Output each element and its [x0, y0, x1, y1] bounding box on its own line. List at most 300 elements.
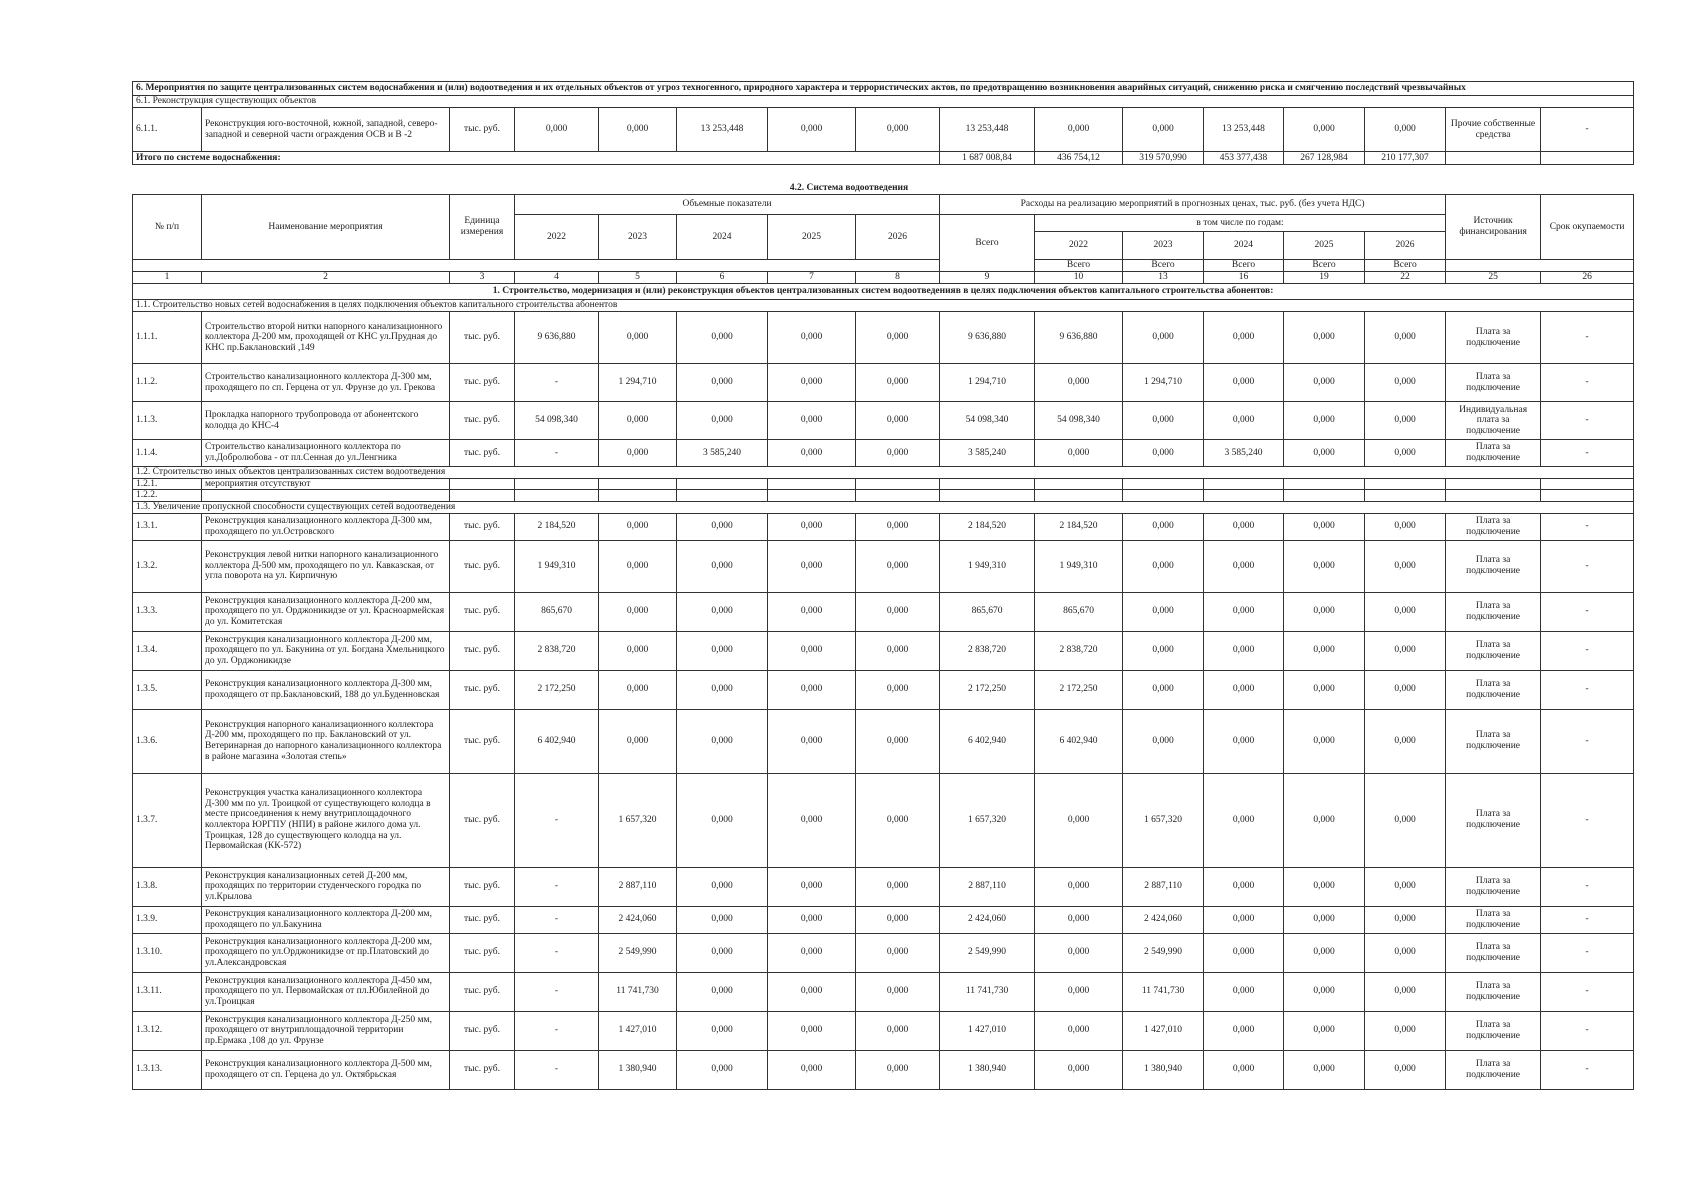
- cost-value: 3 585,240: [940, 440, 1035, 467]
- row-term: -: [1541, 867, 1634, 906]
- cost-value: 0,000: [1365, 513, 1446, 540]
- volume-value: 0,000: [856, 540, 940, 592]
- vol-2022: 0,000: [515, 108, 599, 152]
- table-row: [133, 490, 1634, 502]
- cost-value: 0,000: [1204, 933, 1284, 972]
- row-source: Плата за подключение: [1446, 773, 1541, 867]
- column-number: 25: [1446, 272, 1541, 284]
- volume-value: 0,000: [856, 631, 940, 670]
- volume-value: 0,000: [677, 312, 768, 364]
- row-number: 1.2.1.: [133, 478, 202, 490]
- column-number: 19: [1284, 272, 1365, 284]
- header-name: Наименование мероприятия: [202, 195, 450, 260]
- table-row: [133, 867, 1634, 906]
- volume-value: 0,000: [856, 1011, 940, 1050]
- row-number: 1.3.2.: [133, 540, 202, 592]
- volume-value: 1 380,940: [599, 1050, 677, 1089]
- row-number: 1.2.2.: [133, 490, 202, 502]
- cost-value: 1 427,010: [1123, 1011, 1204, 1050]
- row-unit: тыс. руб.: [450, 540, 515, 592]
- cost-total: 13 253,448: [940, 108, 1035, 152]
- column-number: 13: [1123, 272, 1204, 284]
- row-unit: тыс. руб.: [450, 402, 515, 440]
- subsection-1-1: 1.1. Строительство новых сетей водоснабжения в целях подключения объектов капитального строительства абонентов: [133, 300, 1634, 312]
- row-term: -: [1541, 709, 1634, 773]
- volume-value: 0,000: [677, 906, 768, 933]
- row-term: -: [1541, 540, 1634, 592]
- cost-value: 0,000: [1204, 906, 1284, 933]
- cost-value: 0,000: [1284, 312, 1365, 364]
- cost-value: 0,000: [1204, 631, 1284, 670]
- volume-value: -: [515, 1011, 599, 1050]
- cost-value: 0,000: [1035, 906, 1123, 933]
- cost-value: 1 657,320: [940, 773, 1035, 867]
- cost-value: 0,000: [1204, 540, 1284, 592]
- empty-cell: [677, 478, 768, 490]
- cost-value: 865,670: [1035, 592, 1123, 631]
- table-row: [133, 312, 1634, 364]
- cost-value: 54 098,340: [940, 402, 1035, 440]
- cost-value: 0,000: [1204, 1011, 1284, 1050]
- cost-value: 0,000: [1365, 592, 1446, 631]
- cost-value: 0,000: [1204, 670, 1284, 709]
- column-number: 10: [1035, 272, 1123, 284]
- row-name: Реконструкция канализационного коллектора Д-200 мм, проходящего по ул.Орджоникидзе от пр.Платовский до ул.Александровская: [202, 933, 450, 972]
- cost-value: 0,000: [1365, 631, 1446, 670]
- column-number: 2: [202, 272, 450, 284]
- row-number: 1.3.1.: [133, 513, 202, 540]
- cost-value: 2 424,060: [940, 906, 1035, 933]
- row-source: Плата за подключение: [1446, 592, 1541, 631]
- cost-value: 0,000: [1123, 440, 1204, 467]
- cost-value: 2 172,250: [1035, 670, 1123, 709]
- volume-value: 0,000: [856, 933, 940, 972]
- row-source: Плата за подключение: [1446, 312, 1541, 364]
- cost-value: 0,000: [1284, 670, 1365, 709]
- cost-value: 0,000: [1035, 867, 1123, 906]
- cost-value: 0,000: [1365, 670, 1446, 709]
- row-term: -: [1541, 513, 1634, 540]
- row-number: 1.3.12.: [133, 1011, 202, 1050]
- header-vol-2025: 2025: [768, 215, 856, 260]
- header-cost-2022: 2022: [1035, 232, 1123, 260]
- empty-cell: [1541, 478, 1634, 490]
- row-name: Реконструкция левой нитки напорного канализационного коллектора Д-500 мм, проходящего по ул. Кавказская, от угла поворота на ул. Кирпичную: [202, 540, 450, 592]
- row-source: Плата за подключение: [1446, 440, 1541, 467]
- cost-2024: 13 253,448: [1204, 108, 1284, 152]
- total-2024: 453 377,438: [1204, 152, 1284, 165]
- empty-cell: [1035, 478, 1123, 490]
- cost-value: 0,000: [1284, 709, 1365, 773]
- empty-cell: [940, 490, 1035, 502]
- row-source: Плата за подключение: [1446, 670, 1541, 709]
- volume-value: 0,000: [677, 867, 768, 906]
- volume-value: 0,000: [677, 709, 768, 773]
- vol-2024: 13 253,448: [677, 108, 768, 152]
- header-cost-2024: 2024: [1204, 232, 1284, 260]
- cost-value: 0,000: [1035, 440, 1123, 467]
- row-name: мероприятия отсутствуют: [202, 478, 450, 490]
- volume-value: 0,000: [856, 709, 940, 773]
- row-name: Реконструкция юго-восточной, южной, западной, северо-западной и северной части ограждения ОСВ и В -2: [202, 108, 450, 152]
- table-row: [133, 773, 1634, 867]
- row-number: 1.1.2.: [133, 364, 202, 402]
- column-number: 26: [1541, 272, 1634, 284]
- table-row: [133, 540, 1634, 592]
- row-term: -: [1541, 592, 1634, 631]
- row-term: -: [1541, 972, 1634, 1011]
- cost-2022: 0,000: [1035, 108, 1123, 152]
- row-name: Реконструкция участка канализационного коллектора Д-300 мм по ул. Троицкой от существующего колодца в месте присоединения к нему внутриплощадочного коллектора ЮРГПУ (НПИ) в районе жилого дома ул. Троицкая, 128 до существующего колодца на ул. Первомайская (КК-572): [202, 773, 450, 867]
- cost-value: 0,000: [1204, 1050, 1284, 1089]
- cost-value: 0,000: [1123, 402, 1204, 440]
- empty-cell: [1446, 478, 1541, 490]
- row-source: Плата за подключение: [1446, 1050, 1541, 1089]
- row-name: Реконструкция канализационного коллектора Д-200 мм, проходящего по ул.Бакунина: [202, 906, 450, 933]
- subsection-1-2: 1.2. Строительство иных объектов централизованных систем водоотведения: [133, 467, 1634, 479]
- volume-value: 0,000: [856, 513, 940, 540]
- cost-value: 0,000: [1284, 867, 1365, 906]
- cost-value: 0,000: [1284, 364, 1365, 402]
- volume-value: 865,670: [515, 592, 599, 631]
- row-number: 1.3.5.: [133, 670, 202, 709]
- column-number: 7: [768, 272, 856, 284]
- cost-value: 2 887,110: [940, 867, 1035, 906]
- volume-value: 0,000: [856, 867, 940, 906]
- table-row: [133, 972, 1634, 1011]
- cost-value: 0,000: [1365, 933, 1446, 972]
- column-number: 16: [1204, 272, 1284, 284]
- table-row: [133, 933, 1634, 972]
- volume-value: -: [515, 773, 599, 867]
- volume-value: 1 294,710: [599, 364, 677, 402]
- table-row: [133, 440, 1634, 467]
- header-spacer: [133, 260, 940, 272]
- cost-value: 0,000: [1123, 540, 1204, 592]
- cost-value: 0,000: [1284, 592, 1365, 631]
- volume-value: 0,000: [856, 670, 940, 709]
- row-name: [202, 490, 450, 502]
- volume-value: 6 402,940: [515, 709, 599, 773]
- total-2026: 210 177,307: [1365, 152, 1446, 165]
- column-number: 22: [1365, 272, 1446, 284]
- volume-value: 0,000: [768, 867, 856, 906]
- header-vsego: Всего: [1035, 260, 1123, 272]
- empty-cell: [1365, 478, 1446, 490]
- section-subtitle: 4.2. Система водоотведения: [789, 183, 909, 193]
- row-name: Строительство второй нитки напорного канализационного коллектора Д-200 мм, проходящей от КНС ул.Прудная до КНС пр.Баклановский ,149: [202, 312, 450, 364]
- cost-value: 0,000: [1365, 906, 1446, 933]
- row-term: -: [1541, 906, 1634, 933]
- empty-cell: [677, 490, 768, 502]
- column-number: 9: [940, 272, 1035, 284]
- row-unit: тыс. руб.: [450, 513, 515, 540]
- volume-value: 0,000: [599, 440, 677, 467]
- empty-cell: [1123, 490, 1204, 502]
- row-number: 6.1.1.: [133, 108, 202, 152]
- empty-cell: [856, 490, 940, 502]
- volume-value: 0,000: [856, 1050, 940, 1089]
- header-volume: Объемные показатели: [515, 195, 940, 215]
- cost-value: 1 380,940: [1123, 1050, 1204, 1089]
- row-unit: тыс. руб.: [450, 631, 515, 670]
- volume-value: 0,000: [768, 513, 856, 540]
- cost-value: 11 741,730: [940, 972, 1035, 1011]
- cost-value: 0,000: [1284, 1011, 1365, 1050]
- column-number: 5: [599, 272, 677, 284]
- volume-value: 0,000: [677, 364, 768, 402]
- cost-value: 0,000: [1204, 972, 1284, 1011]
- volume-value: 0,000: [768, 972, 856, 1011]
- volume-value: 0,000: [599, 402, 677, 440]
- volume-value: 0,000: [856, 312, 940, 364]
- cost-value: 0,000: [1204, 773, 1284, 867]
- row-term: -: [1541, 670, 1634, 709]
- volume-value: 0,000: [856, 972, 940, 1011]
- volume-value: 0,000: [599, 312, 677, 364]
- header-spacer: [1446, 260, 1634, 272]
- volume-value: 0,000: [768, 1011, 856, 1050]
- header-vsego: Всего: [1123, 260, 1204, 272]
- row-number: 1.3.6.: [133, 709, 202, 773]
- volume-value: 0,000: [856, 906, 940, 933]
- empty-cell: [1284, 490, 1365, 502]
- total-all: 1 687 008,84: [940, 152, 1035, 165]
- volume-value: 0,000: [768, 773, 856, 867]
- cost-value: 0,000: [1365, 867, 1446, 906]
- cost-value: 0,000: [1204, 402, 1284, 440]
- cost-value: 9 636,880: [940, 312, 1035, 364]
- header-cost-2023: 2023: [1123, 232, 1204, 260]
- cost-value: 0,000: [1204, 709, 1284, 773]
- cost-value: 0,000: [1365, 440, 1446, 467]
- volume-value: 0,000: [768, 540, 856, 592]
- cost-value: 3 585,240: [1204, 440, 1284, 467]
- row-source: Плата за подключение: [1446, 631, 1541, 670]
- cost-value: 2 549,990: [1123, 933, 1204, 972]
- cost-value: 0,000: [1365, 312, 1446, 364]
- cost-value: 0,000: [1123, 631, 1204, 670]
- volume-value: 0,000: [677, 1011, 768, 1050]
- cost-value: 1 949,310: [940, 540, 1035, 592]
- row-unit: тыс. руб.: [450, 933, 515, 972]
- row-term: -: [1541, 933, 1634, 972]
- cost-value: 0,000: [1284, 906, 1365, 933]
- row-number: 1.3.11.: [133, 972, 202, 1011]
- volume-value: 9 636,880: [515, 312, 599, 364]
- row-unit: тыс. руб.: [450, 592, 515, 631]
- row-source: Плата за подключение: [1446, 513, 1541, 540]
- volume-value: 0,000: [856, 773, 940, 867]
- cost-value: 0,000: [1365, 709, 1446, 773]
- volume-value: 0,000: [768, 1050, 856, 1089]
- volume-value: 0,000: [677, 631, 768, 670]
- row-name: Строительство канализационного коллектора Д-300 мм, проходящего по сп. Герцена от ул. Фрунзе до ул. Грекова: [202, 364, 450, 402]
- header-vol-2023: 2023: [599, 215, 677, 260]
- cost-value: 2 838,720: [1035, 631, 1123, 670]
- total-label: Итого по системе водоснабжения:: [133, 152, 940, 165]
- cost-value: 0,000: [1035, 1050, 1123, 1089]
- table-row: [133, 478, 1634, 490]
- cost-2025: 0,000: [1284, 108, 1365, 152]
- volume-value: -: [515, 867, 599, 906]
- volume-value: 0,000: [677, 670, 768, 709]
- volume-value: 0,000: [768, 312, 856, 364]
- volume-value: 0,000: [677, 402, 768, 440]
- table-row: [133, 1050, 1634, 1089]
- row-number: 1.1.3.: [133, 402, 202, 440]
- cost-value: 1 294,710: [1123, 364, 1204, 402]
- cost-value: 0,000: [1284, 540, 1365, 592]
- volume-value: 0,000: [599, 670, 677, 709]
- volume-value: 0,000: [677, 933, 768, 972]
- row-name: Реконструкция напорного канализационного коллектора Д-200 мм, проходящего по пр. Баклановский от ул. Ветеринарная до напорного канализационного коллектора в районе магазина «Золотая степь»: [202, 709, 450, 773]
- row-name: Реконструкция канализационного коллектора Д-300 мм, проходящего по ул.Островского: [202, 513, 450, 540]
- empty-cell: [599, 490, 677, 502]
- cost-value: 2 184,520: [940, 513, 1035, 540]
- cost-value: 0,000: [1365, 773, 1446, 867]
- cost-value: 1 427,010: [940, 1011, 1035, 1050]
- cost-value: 0,000: [1123, 709, 1204, 773]
- cost-value: 1 657,320: [1123, 773, 1204, 867]
- cost-value: 0,000: [1035, 972, 1123, 1011]
- empty-cell: [940, 478, 1035, 490]
- cost-value: 0,000: [1123, 592, 1204, 631]
- row-source: Плата за подключение: [1446, 364, 1541, 402]
- row-number: 1.3.7.: [133, 773, 202, 867]
- table-row: [133, 402, 1634, 440]
- row-source: Индивидуальная плата за подключение: [1446, 402, 1541, 440]
- volume-value: 0,000: [768, 906, 856, 933]
- volume-value: -: [515, 440, 599, 467]
- row-term: -: [1541, 440, 1634, 467]
- cost-value: 0,000: [1365, 1011, 1446, 1050]
- cost-value: 0,000: [1204, 592, 1284, 631]
- header-cost-2026: 2026: [1365, 232, 1446, 260]
- header-source: Источник финансирования: [1446, 195, 1541, 260]
- cost-value: 0,000: [1284, 631, 1365, 670]
- cost-value: 0,000: [1035, 933, 1123, 972]
- cost-value: 2 172,250: [940, 670, 1035, 709]
- row-unit: тыс. руб.: [450, 906, 515, 933]
- row-source: Плата за подключение: [1446, 972, 1541, 1011]
- volume-value: 0,000: [768, 933, 856, 972]
- empty-cell: [1123, 478, 1204, 490]
- header-payback: Срок окупаемости: [1541, 195, 1634, 260]
- row-unit: тыс. руб.: [450, 1011, 515, 1050]
- volume-value: 1 657,320: [599, 773, 677, 867]
- table-row: [133, 906, 1634, 933]
- row-term: -: [1541, 108, 1634, 152]
- row-name: Реконструкция канализационного коллектора Д-300 мм, проходящего от пр.Баклановский, 188 до ул.Буденновская: [202, 670, 450, 709]
- subsection-6-1: 6.1. Реконструкция существующих объектов: [133, 96, 1634, 108]
- row-term: -: [1541, 1050, 1634, 1089]
- volume-value: -: [515, 933, 599, 972]
- column-number: 8: [856, 272, 940, 284]
- cost-2026: 0,000: [1365, 108, 1446, 152]
- cost-value: 0,000: [1365, 540, 1446, 592]
- cost-value: 1 294,710: [940, 364, 1035, 402]
- row-name: Прокладка напорного трубопровода от абонентского колодца до КНС-4: [202, 402, 450, 440]
- empty-cell: [1541, 490, 1634, 502]
- cost-value: 0,000: [1284, 402, 1365, 440]
- row-name: Реконструкция канализационного коллектора Д-500 мм, проходящего от сп. Герцена до ул. Октябрьская: [202, 1050, 450, 1089]
- cost-value: 1 949,310: [1035, 540, 1123, 592]
- header-including-years: в том числе по годам:: [1035, 215, 1446, 232]
- section6-title: 6. Мероприятия по защите централизованных систем водоснабжения и (или) водоотведения и их отдельных объектов от угроз техногенного, природного характера и террористических актов, по предотвращению возникновения аварийных ситуаций, снижению риска и смягчению последствий чрезвычайных: [133, 82, 1634, 96]
- row-name: Строительство канализационного коллектора по ул.Добролюбова - от пл.Сенная до ул.Ленгника: [202, 440, 450, 467]
- row-term: -: [1541, 402, 1634, 440]
- cost-value: 1 380,940: [940, 1050, 1035, 1089]
- vol-2026: 0,000: [856, 108, 940, 152]
- row-unit: тыс. руб.: [450, 709, 515, 773]
- cost-value: 0,000: [1365, 972, 1446, 1011]
- row-unit: тыс. руб.: [450, 108, 515, 152]
- volume-value: 11 741,730: [599, 972, 677, 1011]
- total-2025: 267 128,984: [1284, 152, 1365, 165]
- volume-value: 0,000: [768, 670, 856, 709]
- total-2022: 436 754,12: [1035, 152, 1123, 165]
- header-vol-2026: 2026: [856, 215, 940, 260]
- volume-value: 0,000: [677, 592, 768, 631]
- row-number: 1.3.8.: [133, 867, 202, 906]
- column-number: 1: [133, 272, 202, 284]
- section1-title: 1. Строительство, модернизация и (или) реконструкция объектов централизованных систем водоотведенияв в целях подключения объектов капитального строительства абонентов:: [133, 284, 1634, 300]
- row-name: Реконструкция канализационных сетей Д-200 мм, проходящих по территории студенческого городка по ул.Крылова: [202, 867, 450, 906]
- volume-value: 2 184,520: [515, 513, 599, 540]
- cost-value: 0,000: [1204, 513, 1284, 540]
- row-number: 1.3.13.: [133, 1050, 202, 1089]
- row-term: -: [1541, 364, 1634, 402]
- table-row: [133, 364, 1634, 402]
- cost-value: 54 098,340: [1035, 402, 1123, 440]
- volume-value: 0,000: [677, 513, 768, 540]
- cost-value: 11 741,730: [1123, 972, 1204, 1011]
- empty-cell: [515, 490, 599, 502]
- empty-cell: [599, 478, 677, 490]
- volume-value: 2 549,990: [599, 933, 677, 972]
- row-unit: тыс. руб.: [450, 312, 515, 364]
- header-costs: Расходы на реализацию мероприятий в прогнозных ценах, тыс. руб. (без учета НДС): [940, 195, 1446, 215]
- volume-value: 1 427,010: [599, 1011, 677, 1050]
- volume-value: -: [515, 364, 599, 402]
- header-vsego: Всего: [1365, 260, 1446, 272]
- column-number: 3: [450, 272, 515, 284]
- column-number-row: [133, 272, 1634, 284]
- row-name: Реконструкция канализационного коллектора Д-200 мм, проходящего по ул. Орджоникидзе от ул. Красноармейская до ул. Комитетская: [202, 592, 450, 631]
- total-row: [133, 152, 1634, 165]
- table-row: [133, 1011, 1634, 1050]
- volume-value: 1 949,310: [515, 540, 599, 592]
- column-number: 4: [515, 272, 599, 284]
- header-num: № п/п: [133, 195, 202, 260]
- header-vsego: Всего: [1284, 260, 1365, 272]
- volume-value: 0,000: [599, 592, 677, 631]
- row-number: 1.1.1.: [133, 312, 202, 364]
- cost-value: 2 184,520: [1035, 513, 1123, 540]
- empty-cell: [515, 478, 599, 490]
- volume-value: 0,000: [599, 709, 677, 773]
- volume-value: 0,000: [768, 402, 856, 440]
- header-vol-2022: 2022: [515, 215, 599, 260]
- volume-value: 2 172,250: [515, 670, 599, 709]
- wastewater-table: [132, 194, 1634, 1090]
- table-row: [133, 108, 1634, 152]
- total-2023: 319 570,990: [1123, 152, 1204, 165]
- cost-value: 0,000: [1035, 1011, 1123, 1050]
- row-source: Плата за подключение: [1446, 540, 1541, 592]
- cost-value: 6 402,940: [940, 709, 1035, 773]
